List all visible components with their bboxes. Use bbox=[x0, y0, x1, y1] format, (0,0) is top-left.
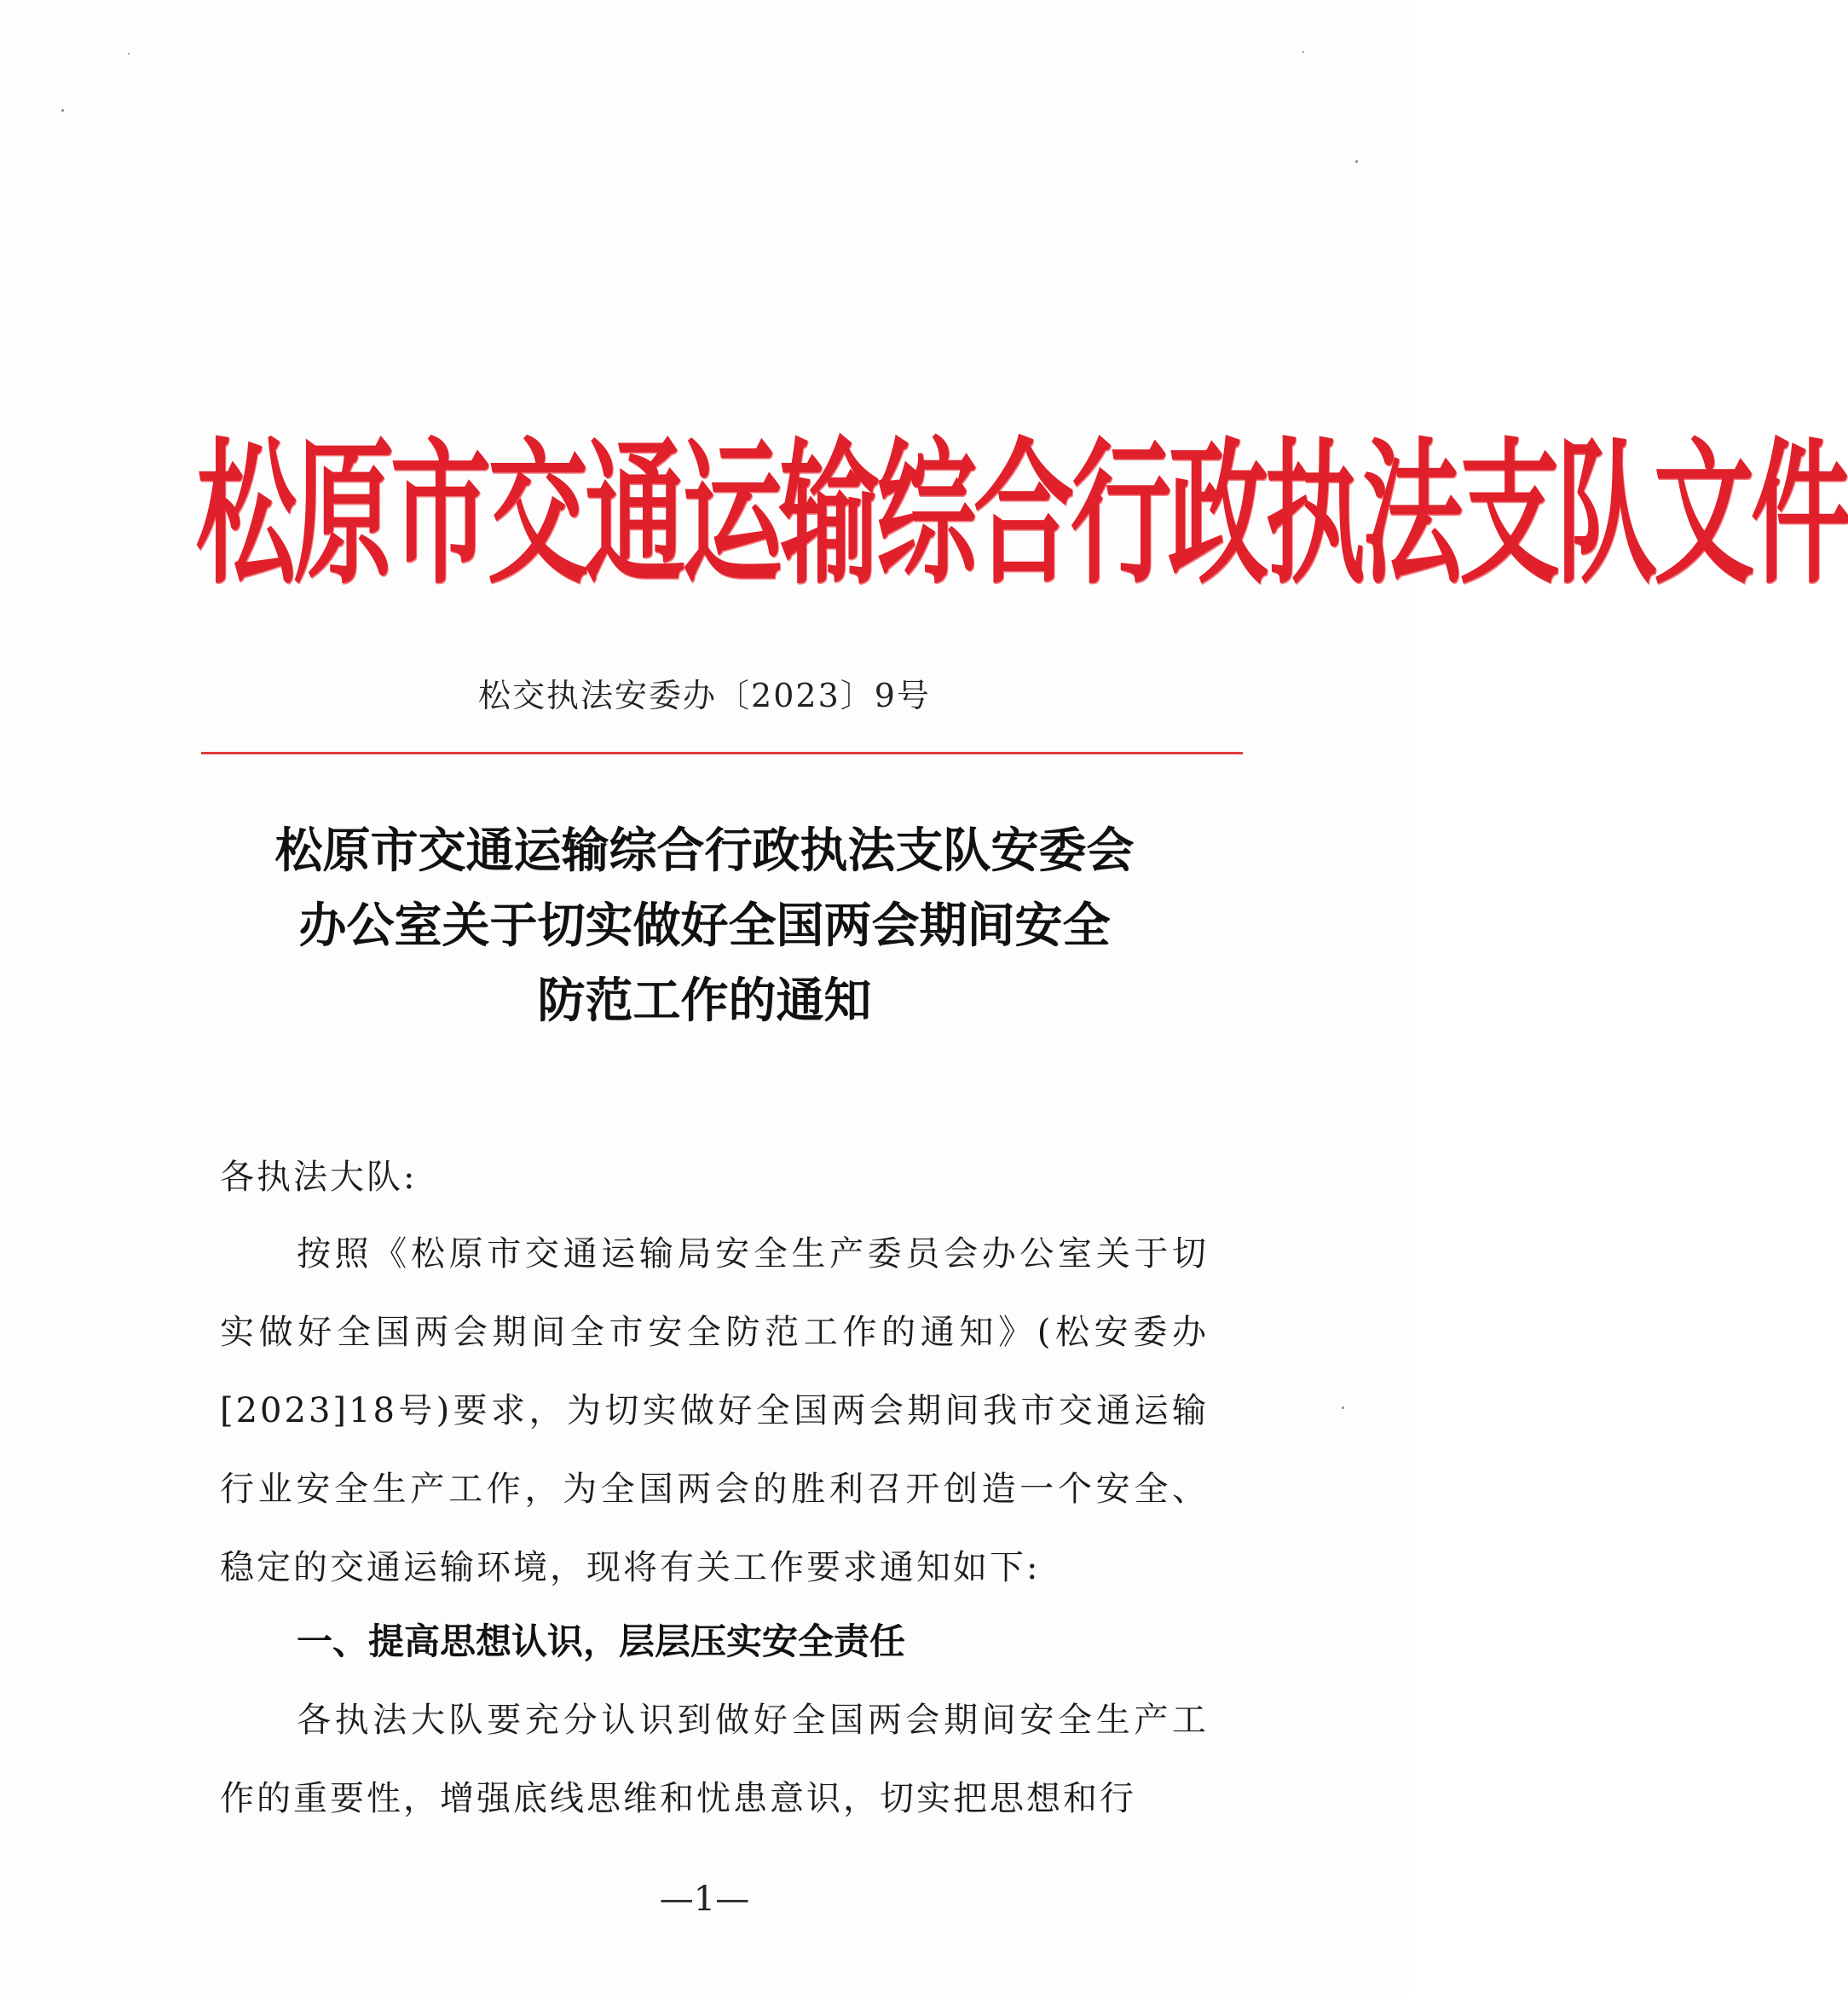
red-masthead-title: 松原市交通运输综合行政执法支队文件 bbox=[196, 421, 1848, 605]
scan-speck bbox=[1342, 1407, 1344, 1409]
scan-speck bbox=[1302, 51, 1304, 53]
title-line-1: 松原市交通运输综合行政执法支队安委会 bbox=[274, 823, 1135, 879]
title-line-2: 办公室关于切实做好全国两会期间安全 bbox=[298, 898, 1111, 954]
notice-title bbox=[0, 814, 1409, 1039]
title-line-3: 防范工作的通知 bbox=[537, 973, 872, 1029]
scan-speck bbox=[128, 53, 130, 55]
scan-speck bbox=[1355, 160, 1358, 163]
salutation: 各执法大队: bbox=[220, 1158, 418, 1197]
page-number: —1— bbox=[659, 1880, 750, 1919]
red-divider-line bbox=[201, 752, 1243, 754]
paragraph-intro: 按照《松原市交通运输局安全生产委员会办公室关于切实做好全国两会期间全市安全防范工作的通知》(松安委办[2023]18号)要求，为切实做好全国两会期间我市交通运输行业安全生产工作，为全国两会的胜利召开创造一个安全、稳定的交通运输环境，现将有关工作要求通知如下: bbox=[220, 1234, 1209, 1587]
section-heading-1: 一、提高思想认识，层层压实安全责任 bbox=[297, 1620, 906, 1662]
scan-speck bbox=[61, 109, 64, 112]
document-number: 松交执法安委办〔2023〕9号 bbox=[478, 677, 931, 714]
paragraph-section-1: 各执法大队要充分认识到做好全国两会期间安全生产工作的重要性，增强底线思维和忧患意识，切实把思想和行 bbox=[220, 1701, 1209, 1818]
